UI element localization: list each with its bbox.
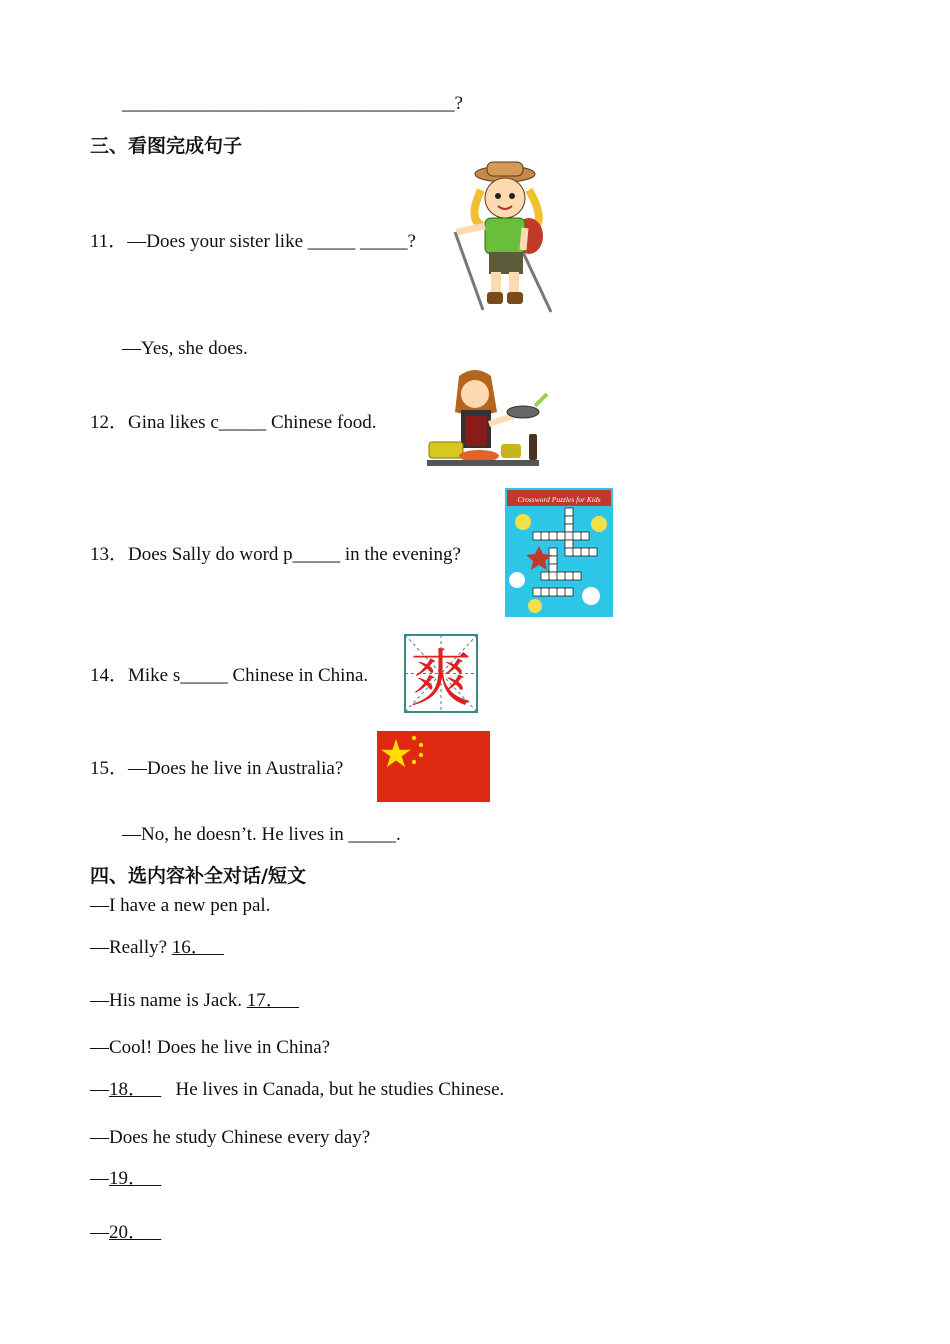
blank-19[interactable]: 19． bbox=[109, 1168, 148, 1189]
section-3-heading: 三、看图完成句子 bbox=[90, 135, 243, 157]
china-flag-illustration bbox=[377, 731, 490, 802]
dialogue-line: —19． bbox=[90, 1168, 148, 1189]
question-13: 13．Does Sally do word p_____ in the evening? bbox=[90, 544, 461, 565]
hiking-girl-illustration bbox=[443, 160, 555, 318]
reply-15: —No, he doesn’t. He lives in _____. bbox=[122, 824, 401, 845]
question-11: 11．—Does your sister like _____ _____? bbox=[90, 231, 416, 252]
blank-20[interactable]: 20． bbox=[109, 1222, 148, 1243]
dialogue-line: —Really? 16． bbox=[90, 937, 210, 958]
crossword-puzzle-illustration bbox=[505, 488, 613, 617]
cooking-woman-illustration bbox=[423, 368, 551, 470]
blank-17[interactable]: 17． bbox=[246, 990, 285, 1011]
blank-16[interactable]: 16． bbox=[171, 937, 210, 958]
dialogue-line: —20． bbox=[90, 1222, 148, 1243]
dialogue-line: —Does he study Chinese every day? bbox=[90, 1127, 371, 1148]
chinese-character: 爽 bbox=[409, 642, 473, 713]
blank-18[interactable]: 18． bbox=[109, 1079, 148, 1100]
answer-line: ___________________________________? bbox=[122, 93, 463, 114]
dialogue-line: —His name is Jack. 17． bbox=[90, 990, 285, 1011]
dialogue-line: —Cool! Does he live in China? bbox=[90, 1037, 331, 1058]
reply-11: —Yes, she does. bbox=[122, 338, 248, 359]
question-12: 12．Gina likes c_____ Chinese food. bbox=[90, 412, 377, 433]
question-14: 14．Mike s_____ Chinese in China. bbox=[90, 665, 369, 686]
section-4-heading: 四、选内容补全对话/短文 bbox=[90, 865, 306, 887]
chinese-character-illustration bbox=[404, 634, 478, 713]
dialogue-line: —18． He lives in Canada, but he studies Chinese. bbox=[90, 1079, 505, 1100]
question-15: 15．—Does he live in Australia? bbox=[90, 758, 344, 779]
crossword-title: Crossword Puzzles for Kids bbox=[517, 495, 601, 504]
dialogue-line: —I have a new pen pal. bbox=[90, 895, 271, 916]
